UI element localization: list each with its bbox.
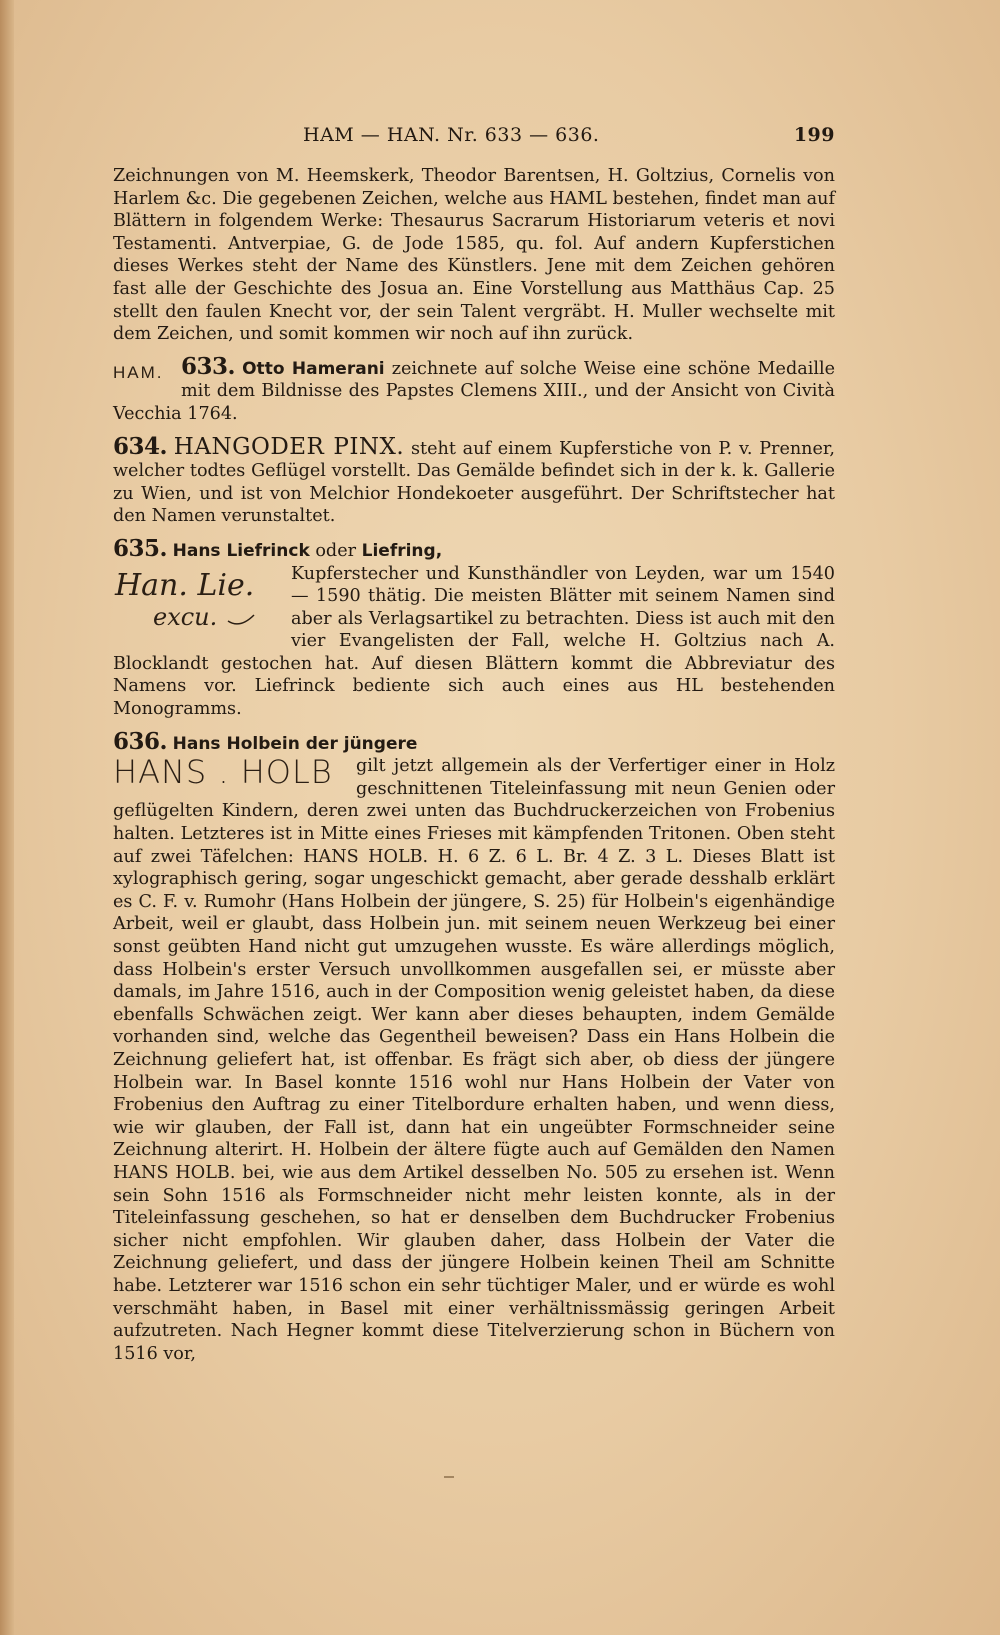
entry-number: 635.: [113, 534, 168, 562]
inscription-text: HANGODER PINX.: [173, 433, 405, 460]
artist-name: Hans Liefrinck: [172, 540, 310, 561]
artist-name: Otto Hamerani: [242, 358, 385, 379]
monogram-ham: HAM.: [113, 362, 164, 382]
entry-text: Kupferstecher und Kunsthändler von Leyden, war um 1540 — 1590 thätig. Die meisten Blätter mit seinem Namen sind aber als Verlagsartikel zu betrachten. Diess ist auch mit den vier Evangelisten der Fall, welche H. Goltzius nach A. Blocklandt gestochen hat. Auf diesen Blättern kommt die Abbreviatur des Namens vor. Liefrinck bediente sich auch eines aus HL bestehenden Monogramms.: [113, 563, 835, 720]
book-spine-edge: [0, 0, 14, 1635]
intro-paragraph: Zeichnungen von M. Heemskerk, Theodor Barentsen, H. Goltzius, Cornelis von Harlem &c. Die gegebenen Zeichen, welche aus HAML bestehen, findet man auf Blättern in folgendem Werke: Thesaurus Sacrarum Historiarum veteris et novi Testamenti. Antverpiae, G. de Jode 1585, qu. fol. Auf andern Kupferstichen dieses Werkes steht der Name des Künstlers. Jene mit dem Zeichen gehören fast alle der Geschichte des Josua an. Eine Vorstellung aus Matthäus Cap. 25 stellt den faulen Knecht vor, der sein Talent vergräbt. H. Muller wechselte mit dem Zeichen, und somit kommen wir noch auf ihn zurück.: [113, 166, 835, 345]
entry-634: [113, 432, 835, 528]
header-title: HAM — HAN. Nr. 633 — 636.: [303, 124, 600, 146]
page-number: 199: [793, 124, 835, 146]
conjunction: oder: [315, 540, 357, 561]
entry-633: [113, 352, 835, 426]
monogram-hans-holb: HANS . HOLB: [113, 753, 333, 792]
signature-han-lie: Han. Lie.: [115, 567, 255, 603]
entry-text: zeichnete auf solche Weise eine schöne Medaille mit dem Bildnisse des Papstes Clemens XIII., und der Ansicht von Cività Vecchia 1764.: [113, 358, 835, 424]
page-body: [113, 165, 835, 1365]
entry-635: [113, 534, 835, 721]
artist-name-variant: Liefring,: [361, 540, 443, 561]
entry-number: 634.: [113, 432, 168, 460]
signature-excu: excu.: [153, 602, 218, 631]
entry-text: gilt jetzt allgemein als der Verfertiger einer in Holz geschnittenen Titeleinfassung mit neun Genien oder geflügelten Kindern, deren zwei unten das Buchdruckerzeichen von Frobenius halten. Letzteres ist in Mitte eines Frieses mit kämpfenden Tritonen. Oben steht auf zwei Täfelchen: HANS HOLB. H. 6 Z. 6 L. Br. 4 Z. 3 L. Dieses Blatt ist xylographisch gering, sogar ungeschickt gemacht, aber gerade desshalb erklärt es C. F. v. Rumohr (Hans Holbein der jüngere, S. 25) für Holbein's eigenhändige Arbeit, weil er glaubt, dass Holbein jun. mit seinem neuen Werkzeug bei einer sonst geübten Hand nicht gut umzugehen wusste. Es wäre allerdings möglich, dass Holbein's erster Versuch unvollkommen ausgefallen sei, er müsste aber damals, im Jahre 1516, auch in der Composition wenig geleistet haben, da diese ebenfalls Schwächen zeigt. Wer kann aber dieses behaupten, indem Gemälde vorhanden sind, welche das Gegentheil beweisen? Dass ein Hans Holbein die Zeichnung geliefert hat, ist offenbar. Es frägt sich aber, ob diess der jüngere Holbein war. In Basel konnte 1516 wohl nur Hans Holbein der Vater von Frobenius den Auftrag zu einer Titelbordure erhalten haben, und wenn diess, wie wir glauben, der Fall ist, dann hat ein ungeübter Formschneider seine Zeichnung alterirt. H. Holbein der ältere fügte auch auf Gemälden den Namen HANS HOLB. bei, wie aus dem Artikel desselben No. 505 zu ersehen ist. Wenn sein Sohn 1516 als Formschneider nicht mehr leisten konnte, als in der Titeleinfassung geschehen, so hat er denselben dem Buchdrucker Frobenius sicher nicht empfohlen. Wir glauben daher, dass Holbein der Vater die Zeichnung geliefert, und dass der jüngere Holbein keinen Theil am Schnitte habe. Letzterer war 1516 schon ein sehr tüchtiger Maler, und er würde es wohl verschmäht haben, in Basel mit einer verhältnissmässig geringen Arbeit aufzutreten. Nach Hegner kommt diese Titelverzierung schon in Büchern von 1516 vor,: [113, 756, 835, 1364]
paper-mark: [444, 1476, 454, 1478]
signature-han-lie-excu: [113, 563, 283, 633]
running-header: [113, 124, 835, 148]
entry-number: 636.: [113, 727, 168, 755]
entry-text: steht auf einem Kupferstiche von P. v. Prenner, welcher todtes Geflügel vorstellt. Das Gemälde befindet sich in der k. k. Gallerie zu Wien, und ist von Melchior Hondekoeter ausgeführt. Der Schriftstecher hat den Namen verunstaltet.: [113, 438, 835, 527]
artist-name: Hans Holbein der jüngere: [172, 733, 418, 754]
entry-636: [113, 727, 835, 1366]
entry-number: 633.: [181, 352, 236, 380]
